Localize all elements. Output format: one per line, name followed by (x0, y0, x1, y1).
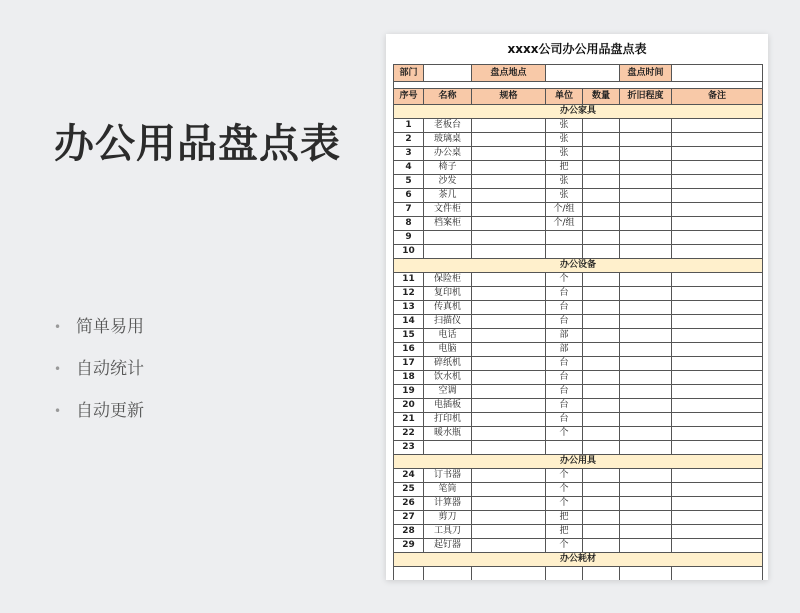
cell-qty[interactable] (583, 399, 620, 413)
cell-unit[interactable]: 个 (546, 273, 583, 287)
cell-qty[interactable] (583, 147, 620, 161)
section-row (394, 553, 763, 567)
cell-qty[interactable] (583, 343, 620, 357)
cell-qty[interactable] (583, 175, 620, 189)
cell-depreciation[interactable] (620, 119, 672, 133)
cell-no: 5 (394, 175, 424, 189)
cell-unit[interactable]: 张 (546, 175, 583, 189)
empty-cell[interactable] (424, 567, 472, 581)
cell-remarks[interactable] (672, 497, 763, 511)
cell-spec[interactable] (472, 119, 546, 133)
cell-no: 15 (394, 329, 424, 343)
cell-depreciation[interactable] (620, 161, 672, 175)
cell-spec[interactable] (472, 175, 546, 189)
cell-unit[interactable]: 部 (546, 343, 583, 357)
feature-item (54, 348, 144, 390)
cell-name[interactable]: 电话 (424, 329, 472, 343)
cell-remarks[interactable] (672, 427, 763, 441)
cell-name[interactable]: 剪刀 (424, 511, 472, 525)
cell-spec[interactable] (472, 441, 546, 455)
cell-name[interactable]: 茶几 (424, 189, 472, 203)
cell-qty[interactable] (583, 525, 620, 539)
cell-no: 9 (394, 231, 424, 245)
table-row (394, 483, 763, 497)
cell-no: 7 (394, 203, 424, 217)
cell-depreciation[interactable] (620, 315, 672, 329)
cell-depreciation[interactable] (620, 497, 672, 511)
feature-item (54, 390, 144, 432)
cell-depreciation[interactable] (620, 245, 672, 259)
feature-list (54, 306, 144, 432)
time-value[interactable] (672, 65, 763, 82)
cell-unit[interactable]: 台 (546, 301, 583, 315)
cell-name[interactable]: 打印机 (424, 413, 472, 427)
cell-no: 11 (394, 273, 424, 287)
cell-qty[interactable] (583, 539, 620, 553)
table-row (394, 511, 763, 525)
cell-name[interactable]: 椅子 (424, 161, 472, 175)
cell-remarks[interactable] (672, 413, 763, 427)
table-row (394, 525, 763, 539)
cell-spec[interactable] (472, 483, 546, 497)
cell-remarks[interactable] (672, 357, 763, 371)
cell-no: 8 (394, 217, 424, 231)
cell-remarks[interactable] (672, 189, 763, 203)
cell-qty[interactable] (583, 441, 620, 455)
cell-no: 24 (394, 469, 424, 483)
cell-remarks[interactable] (672, 217, 763, 231)
cell-qty[interactable] (583, 329, 620, 343)
table-row (394, 287, 763, 301)
cell-spec[interactable] (472, 385, 546, 399)
cell-spec[interactable] (472, 497, 546, 511)
cell-spec[interactable] (472, 539, 546, 553)
table-row (394, 413, 763, 427)
cell-depreciation[interactable] (620, 511, 672, 525)
cell-depreciation[interactable] (620, 343, 672, 357)
time-label: 盘点时间 (620, 65, 672, 82)
cell-depreciation[interactable] (620, 273, 672, 287)
table-row (394, 343, 763, 357)
cell-qty[interactable] (583, 315, 620, 329)
section-name: 办公用具 (394, 455, 763, 469)
cell-remarks[interactable] (672, 133, 763, 147)
cell-name[interactable]: 办公桌 (424, 147, 472, 161)
cell-depreciation[interactable] (620, 329, 672, 343)
cell-no: 28 (394, 525, 424, 539)
cell-depreciation[interactable] (620, 399, 672, 413)
cell-name[interactable]: 起钉器 (424, 539, 472, 553)
cell-depreciation[interactable] (620, 385, 672, 399)
cell-unit[interactable]: 部 (546, 329, 583, 343)
cell-spec[interactable] (472, 413, 546, 427)
cell-depreciation[interactable] (620, 133, 672, 147)
cell-spec[interactable] (472, 525, 546, 539)
cell-no: 13 (394, 301, 424, 315)
cell-name[interactable] (424, 245, 472, 259)
cell-remarks[interactable] (672, 315, 763, 329)
cell-spec[interactable] (472, 399, 546, 413)
cell-depreciation[interactable] (620, 441, 672, 455)
cell-unit[interactable]: 台 (546, 287, 583, 301)
table-row (394, 231, 763, 245)
cell-spec[interactable] (472, 273, 546, 287)
cell-unit[interactable]: 张 (546, 133, 583, 147)
cell-qty[interactable] (583, 287, 620, 301)
cell-remarks[interactable] (672, 119, 763, 133)
cell-unit[interactable]: 个 (546, 539, 583, 553)
cell-depreciation[interactable] (620, 525, 672, 539)
cell-spec[interactable] (472, 147, 546, 161)
section-row (394, 455, 763, 469)
cell-spec[interactable] (472, 231, 546, 245)
cell-remarks[interactable] (672, 525, 763, 539)
cell-name[interactable]: 暖水瓶 (424, 427, 472, 441)
cell-no: 26 (394, 497, 424, 511)
cell-qty[interactable] (583, 497, 620, 511)
cell-depreciation[interactable] (620, 413, 672, 427)
cell-name[interactable]: 文件柜 (424, 203, 472, 217)
cell-qty[interactable] (583, 427, 620, 441)
cell-name[interactable]: 电插板 (424, 399, 472, 413)
cell-remarks[interactable] (672, 203, 763, 217)
cell-depreciation[interactable] (620, 287, 672, 301)
cell-qty[interactable] (583, 357, 620, 371)
cell-unit[interactable]: 个/组 (546, 217, 583, 231)
cell-remarks[interactable] (672, 469, 763, 483)
cell-name[interactable]: 订书器 (424, 469, 472, 483)
cell-remarks[interactable] (672, 175, 763, 189)
cell-remarks[interactable] (672, 399, 763, 413)
col-header-unit: 单位 (546, 89, 583, 105)
col-header-qty: 数量 (583, 89, 620, 105)
spreadsheet-preview (386, 34, 768, 580)
cell-spec[interactable] (472, 133, 546, 147)
cell-no: 2 (394, 133, 424, 147)
cell-spec[interactable] (472, 301, 546, 315)
table-row (394, 161, 763, 175)
cell-remarks[interactable] (672, 273, 763, 287)
cell-qty[interactable] (583, 371, 620, 385)
table-row (394, 301, 763, 315)
cell-unit[interactable]: 把 (546, 525, 583, 539)
cell-unit[interactable]: 台 (546, 413, 583, 427)
cell-qty[interactable] (583, 301, 620, 315)
spacer-row (394, 82, 763, 89)
empty-cell[interactable] (546, 567, 583, 581)
col-header-name: 名称 (424, 89, 472, 105)
cell-qty[interactable] (583, 469, 620, 483)
feature-label: 自动统计 (76, 359, 144, 379)
cell-qty[interactable] (583, 133, 620, 147)
cell-remarks[interactable] (672, 161, 763, 175)
feature-item (54, 306, 144, 348)
cell-qty[interactable] (583, 385, 620, 399)
section-row (394, 259, 763, 273)
col-header-remarks: 备注 (672, 89, 763, 105)
table-row (394, 245, 763, 259)
col-header-spec: 规格 (472, 89, 546, 105)
cell-qty[interactable] (583, 161, 620, 175)
cell-depreciation[interactable] (620, 147, 672, 161)
cell-unit[interactable]: 张 (546, 147, 583, 161)
cell-no: 20 (394, 399, 424, 413)
cell-spec[interactable] (472, 287, 546, 301)
section-name: 办公家具 (394, 105, 763, 119)
cell-remarks[interactable] (672, 539, 763, 553)
inventory-table (393, 64, 763, 580)
cell-name[interactable] (424, 441, 472, 455)
table-row (394, 189, 763, 203)
table-row (394, 427, 763, 441)
cell-no: 14 (394, 315, 424, 329)
cell-remarks[interactable] (672, 245, 763, 259)
table-row (394, 147, 763, 161)
cell-no: 18 (394, 371, 424, 385)
cell-name[interactable]: 保险柜 (424, 273, 472, 287)
table-row (394, 441, 763, 455)
cell-unit[interactable]: 台 (546, 371, 583, 385)
cell-unit[interactable] (546, 231, 583, 245)
cell-depreciation[interactable] (620, 203, 672, 217)
dept-value[interactable] (424, 65, 472, 82)
cell-depreciation[interactable] (620, 539, 672, 553)
cell-depreciation[interactable] (620, 371, 672, 385)
cell-spec[interactable] (472, 343, 546, 357)
cell-spec[interactable] (472, 161, 546, 175)
cell-unit[interactable]: 张 (546, 119, 583, 133)
table-row (394, 371, 763, 385)
cell-depreciation[interactable] (620, 217, 672, 231)
cell-unit[interactable]: 把 (546, 161, 583, 175)
cell-depreciation[interactable] (620, 427, 672, 441)
cell-qty[interactable] (583, 511, 620, 525)
cell-depreciation[interactable] (620, 175, 672, 189)
cell-depreciation[interactable] (620, 469, 672, 483)
table-row (394, 329, 763, 343)
feature-label: 简单易用 (76, 317, 144, 337)
cell-unit[interactable]: 个/组 (546, 203, 583, 217)
cell-remarks[interactable] (672, 441, 763, 455)
cell-spec[interactable] (472, 329, 546, 343)
place-label: 盘点地点 (472, 65, 546, 82)
cell-remarks[interactable] (672, 371, 763, 385)
cell-unit[interactable] (546, 245, 583, 259)
cell-unit[interactable]: 个 (546, 497, 583, 511)
cell-name[interactable]: 工具刀 (424, 525, 472, 539)
cell-qty[interactable] (583, 231, 620, 245)
cell-unit[interactable]: 个 (546, 483, 583, 497)
bullet-icon: • (54, 404, 62, 418)
cell-name[interactable]: 复印机 (424, 287, 472, 301)
feature-label: 自动更新 (76, 401, 144, 421)
column-header-row (394, 89, 763, 105)
cell-depreciation[interactable] (620, 301, 672, 315)
cell-qty[interactable] (583, 217, 620, 231)
cell-remarks[interactable] (672, 301, 763, 315)
cell-name[interactable]: 计算器 (424, 497, 472, 511)
cell-no: 23 (394, 441, 424, 455)
cell-no: 16 (394, 343, 424, 357)
cell-no: 10 (394, 245, 424, 259)
cell-depreciation[interactable] (620, 483, 672, 497)
cell-remarks[interactable] (672, 385, 763, 399)
table-row (394, 385, 763, 399)
cell-no: 6 (394, 189, 424, 203)
table-row (394, 539, 763, 553)
table-row (394, 175, 763, 189)
cell-spec[interactable] (472, 469, 546, 483)
bullet-icon: • (54, 362, 62, 376)
cell-no: 4 (394, 161, 424, 175)
table-row (394, 217, 763, 231)
table-row (394, 133, 763, 147)
cell-spec[interactable] (472, 217, 546, 231)
cell-unit[interactable]: 台 (546, 357, 583, 371)
cell-unit[interactable]: 把 (546, 511, 583, 525)
cell-depreciation[interactable] (620, 231, 672, 245)
cell-no: 1 (394, 119, 424, 133)
cell-qty[interactable] (583, 483, 620, 497)
cell-spec[interactable] (472, 203, 546, 217)
cell-remarks[interactable] (672, 287, 763, 301)
cell-no: 25 (394, 483, 424, 497)
table-row (394, 357, 763, 371)
cell-unit[interactable]: 个 (546, 427, 583, 441)
cell-spec[interactable] (472, 189, 546, 203)
place-value[interactable] (546, 65, 620, 82)
cell-unit[interactable]: 台 (546, 315, 583, 329)
cell-unit[interactable]: 台 (546, 399, 583, 413)
cell-spec[interactable] (472, 371, 546, 385)
cell-spec[interactable] (472, 357, 546, 371)
cell-remarks[interactable] (672, 147, 763, 161)
cell-unit[interactable] (546, 441, 583, 455)
table-row (394, 119, 763, 133)
cell-no: 17 (394, 357, 424, 371)
cell-no: 21 (394, 413, 424, 427)
cell-name[interactable]: 笔筒 (424, 483, 472, 497)
cell-name[interactable] (424, 231, 472, 245)
cell-no: 29 (394, 539, 424, 553)
table-row (394, 399, 763, 413)
section-row (394, 105, 763, 119)
table-row (394, 497, 763, 511)
cell-spec[interactable] (472, 315, 546, 329)
dept-label: 部门 (394, 65, 424, 82)
empty-cell[interactable] (583, 567, 620, 581)
cell-spec[interactable] (472, 427, 546, 441)
cell-name[interactable]: 饮水机 (424, 371, 472, 385)
cell-remarks[interactable] (672, 483, 763, 497)
table-row (394, 203, 763, 217)
col-header-depreciation: 折旧程度 (620, 89, 672, 105)
cell-qty[interactable] (583, 245, 620, 259)
cell-name[interactable]: 电脑 (424, 343, 472, 357)
cell-no: 22 (394, 427, 424, 441)
cell-unit[interactable]: 台 (546, 385, 583, 399)
cell-spec[interactable] (472, 511, 546, 525)
cell-no: 19 (394, 385, 424, 399)
cell-name[interactable]: 传真机 (424, 301, 472, 315)
cell-remarks[interactable] (672, 329, 763, 343)
cell-depreciation[interactable] (620, 357, 672, 371)
cell-remarks[interactable] (672, 231, 763, 245)
cell-qty[interactable] (583, 189, 620, 203)
cell-no: 12 (394, 287, 424, 301)
table-row (394, 273, 763, 287)
empty-cell[interactable] (472, 567, 546, 581)
bullet-icon: • (54, 320, 62, 334)
cell-qty[interactable] (583, 273, 620, 287)
cell-name[interactable]: 老板台 (424, 119, 472, 133)
cell-unit[interactable]: 张 (546, 189, 583, 203)
cell-remarks[interactable] (672, 343, 763, 357)
cell-name[interactable]: 玻璃桌 (424, 133, 472, 147)
col-header-no: 序号 (394, 89, 424, 105)
promo-title: 办公用品盘点表 (54, 121, 341, 167)
cell-qty[interactable] (583, 119, 620, 133)
sheet-title: xxxx公司办公用品盘点表 (507, 42, 647, 56)
empty-cell[interactable] (672, 567, 763, 581)
empty-cell[interactable] (394, 567, 424, 581)
cell-name[interactable]: 沙发 (424, 175, 472, 189)
cell-unit[interactable]: 个 (546, 469, 583, 483)
cell-no: 27 (394, 511, 424, 525)
table-row (394, 567, 763, 581)
section-name: 办公设备 (394, 259, 763, 273)
cell-qty[interactable] (583, 203, 620, 217)
section-name: 办公耗材 (394, 553, 763, 567)
cell-spec[interactable] (472, 245, 546, 259)
info-row (394, 65, 763, 82)
cell-no: 3 (394, 147, 424, 161)
cell-remarks[interactable] (672, 511, 763, 525)
table-row (394, 315, 763, 329)
cell-name[interactable]: 碎纸机 (424, 357, 472, 371)
cell-qty[interactable] (583, 413, 620, 427)
cell-name[interactable]: 空调 (424, 385, 472, 399)
cell-name[interactable]: 档案柜 (424, 217, 472, 231)
table-row (394, 469, 763, 483)
cell-depreciation[interactable] (620, 189, 672, 203)
empty-cell[interactable] (620, 567, 672, 581)
cell-name[interactable]: 扫描仪 (424, 315, 472, 329)
